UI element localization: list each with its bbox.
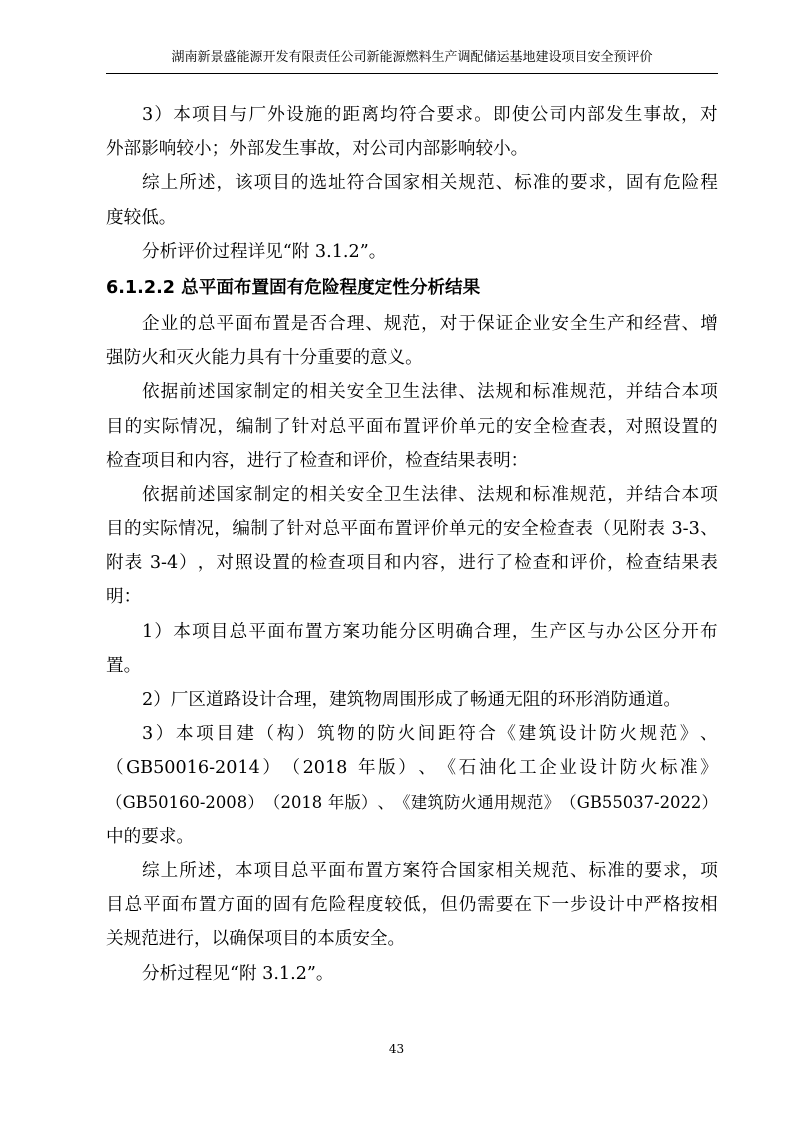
text-line: 分析评价过程详见“附 3.1.2”。 <box>142 241 387 262</box>
text-line: 置。 <box>106 655 142 676</box>
text-line: 1 ） 本 项 目 总 平 面 布 置 方 案 功 能 分 区 明 确 合 理 ， 生 产 区 与 办 公 区 分 开 布 <box>142 621 718 642</box>
text-line: 3 ） 本 项 目 与 厂 外 设 施 的 距 离 均 符 合 要 求 。 即 使 公 司 内 部 发 生 事 故 ， 对 <box>142 105 718 125</box>
text-line: 目 的 实 际 情 况 ， 编 制 了 针 对 总 平 面 布 置 评 价 单 元 的 安 全 检 查 表 （ 见 附 表 3-3 、 <box>106 519 718 540</box>
text-line: （ GB50160-2008 ） （ 2018 年 版 ） 、 《 建 筑 防 火 通 用 规 范 》 （ GB55037-2022 ） <box>106 792 718 812</box>
text-line: 目 的 实 际 情 况 ， 编 制 了 针 对 总 平 面 布 置 评 价 单 元 的 安 全 检 查 表 ， 对 照 设 置 的 <box>106 416 718 437</box>
text-line: 依 据 前 述 国 家 制 定 的 相 关 安 全 卫 生 法 律 、 法 规 和 标 准 规 范 ， 并 结 合 本 项 <box>142 484 718 505</box>
text-line: 外部影响较小；外部发生事故，对公司内部影响较小。 <box>106 139 529 160</box>
section-heading: 6.1.2.2 总平面布置固有危险程度定性分析结果 <box>106 277 481 298</box>
text-line: （ GB50016-2014 ） （ 2018 年 版 ） 、 《 石 油 化 工 企 业 设 计 防 火 标 准 》 <box>106 758 718 779</box>
text-line: 强防火和灭火能力具有十分重要的意义。 <box>106 348 423 369</box>
text-line: 依 据 前 述 国 家 制 定 的 相 关 安 全 卫 生 法 律 、 法 规 和 标 准 规 范 ， 并 结 合 本 项 <box>142 382 718 403</box>
text-line: 度较低。 <box>106 207 177 228</box>
header-rule <box>106 73 718 74</box>
text-line: 2）厂区道路设计合理，建筑物周围形成了畅通无阻的环形消防通道。 <box>142 690 682 710</box>
text-line: 关规范进行，以确保项目的本质安全。 <box>106 929 406 950</box>
document-body <box>106 98 718 991</box>
text-line: 3 ） 本 项 目 建 （ 构 ） 筑 物 的 防 火 间 距 符 合 《 建 筑 设 计 防 火 规 范 》 、 <box>142 724 718 745</box>
text-line: 综 上 所 述 ， 该 项 目 的 选 址 符 合 国 家 相 关 规 范 、 标 准 的 要 求 ， 固 有 危 险 程 <box>142 173 718 194</box>
text-line: 检查项目和内容，进行了检查和评价，检查结果表明： <box>106 450 529 471</box>
text-line: 企 业 的 总 平 面 布 置 是 否 合 理 、 规 范 ， 对 于 保 证 企 业 安 全 生 产 和 经 营 、 增 <box>142 313 718 334</box>
paragraph-block-site-selection <box>106 98 718 269</box>
text-line: 目 总 平 面 布 置 方 面 的 固 有 危 险 程 度 较 低 ， 但 仍 需 要 在 下 一 步 设 计 中 严 格 按 相 <box>106 895 718 916</box>
text-line: 明： <box>106 587 142 608</box>
paragraph-block-layout <box>106 307 718 991</box>
text-line: 附 表 3-4 ） ， 对 照 设 置 的 检 查 项 目 和 内 容 ， 进 行 了 检 查 和 评 价 ， 检 查 结 果 表 <box>106 553 718 574</box>
page-number: 43 <box>388 1042 405 1056</box>
text-line: 中的要求。 <box>106 826 194 847</box>
running-header: 湖南新景盛能源开发有限责任公司新能源燃料生产调配储运基地建设项目安全预评价 <box>171 50 653 65</box>
text-line: 分析过程见“附 3.1.2”。 <box>142 963 334 984</box>
text-line: 综 上 所 述 ， 本 项 目 总 平 面 布 置 方 案 符 合 国 家 相 关 规 范 、 标 准 的 要 求 ， 项 <box>142 860 718 881</box>
